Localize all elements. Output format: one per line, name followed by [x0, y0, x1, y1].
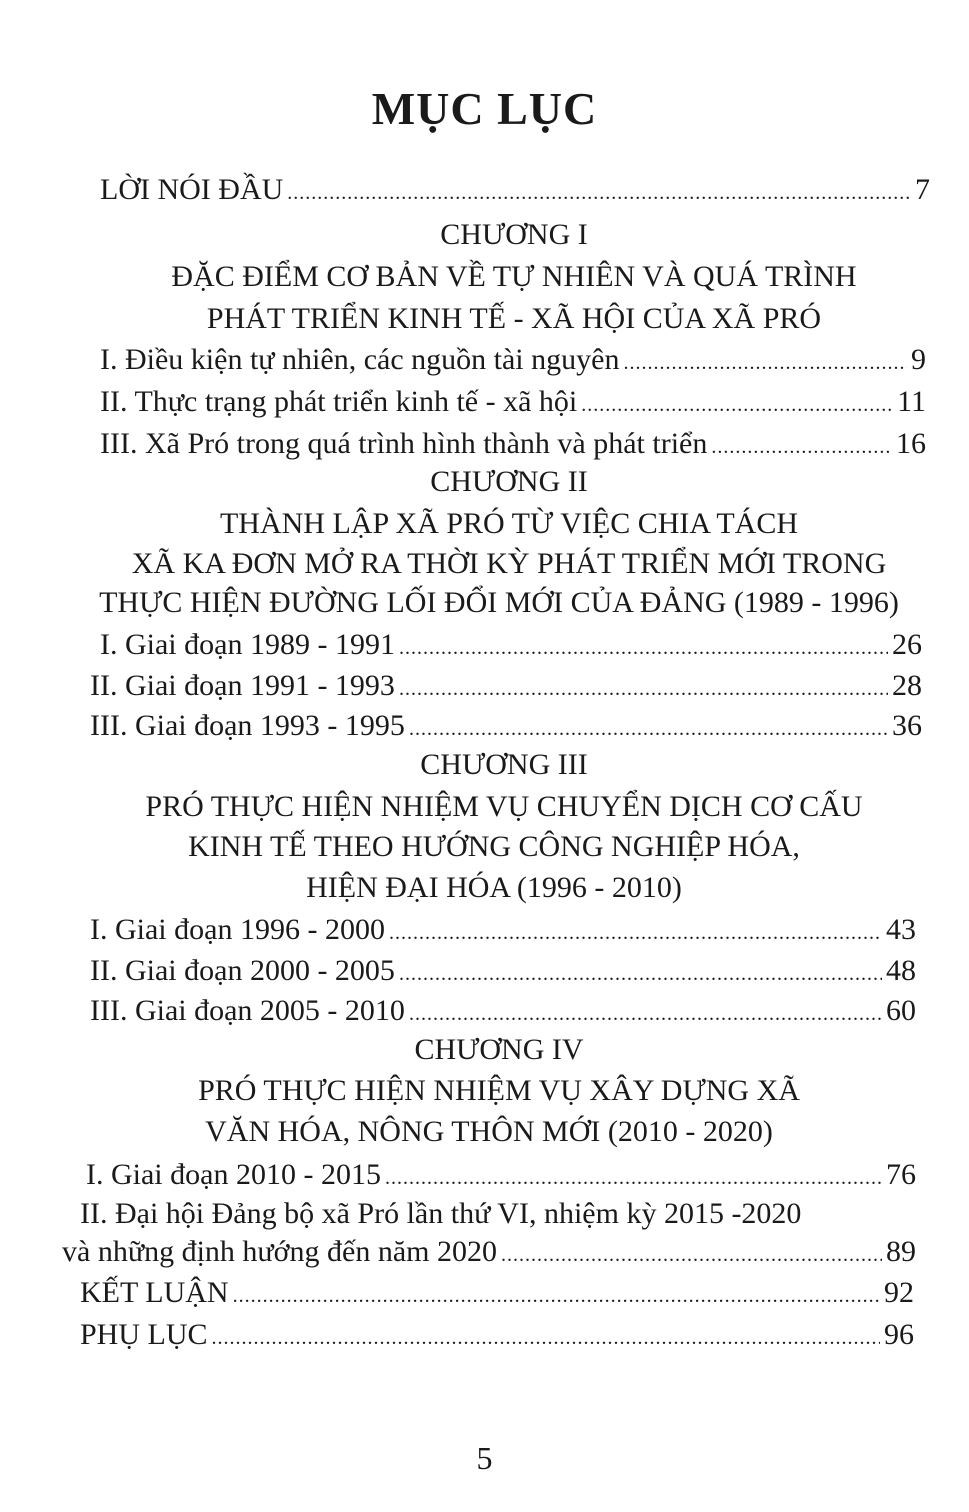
toc-entry-page: 28	[892, 669, 922, 702]
dot-leader	[711, 429, 892, 465]
toc-entry-label: II. Thực trạng phát triển kinh tế - xã hội	[100, 385, 578, 418]
toc-entry-page: 7	[915, 173, 930, 206]
dot-leader	[623, 345, 907, 381]
chapter-2-heading: CHƯƠNG II	[430, 465, 588, 498]
chapter-1-title-line-1: ĐẶC ĐIỂM CƠ BẢN VỀ TỰ NHIÊN VÀ QUÁ TRÌNH	[171, 260, 857, 293]
toc-entry-page: 26	[892, 628, 922, 661]
dot-leader	[409, 711, 888, 747]
chapter-2-title-line-2: XÃ KA ĐƠN MỞ RA THỜI KỲ PHÁT TRIỂN MỚI TRONG	[131, 547, 887, 580]
dot-leader	[581, 387, 893, 423]
toc-entry-label: III. Xã Pró trong quá trình hình thành và phát triển	[100, 427, 708, 460]
chapter-3-title-line-2: KINH TẾ THEO HƯỚNG CÔNG NGHIỆP HÓA,	[188, 830, 800, 863]
toc-entry-page: 11	[897, 385, 926, 418]
toc-entry-page: 76	[886, 1158, 916, 1191]
toc-entry-page: 92	[884, 1276, 914, 1309]
toc-entry-ch1-3[interactable]	[100, 426, 926, 465]
toc-entry-page: 89	[886, 1235, 916, 1268]
dot-leader	[501, 1237, 882, 1273]
toc-entry-page: 60	[886, 994, 916, 1027]
toc-entry-appendix[interactable]	[80, 1317, 914, 1356]
toc-entry-ch1-1[interactable]	[100, 342, 926, 381]
toc-entry-ch3-1[interactable]	[90, 912, 916, 951]
chapter-3-title-line-3: HIỆN ĐẠI HÓA (1996 - 2010)	[306, 871, 682, 904]
chapter-4-title-line-2: VĂN HÓA, NÔNG THÔN MỚI (2010 - 2020)	[205, 1115, 773, 1148]
chapter-2-title-line-1: THÀNH LẬP XÃ PRÓ TỪ VIỆC CHIA TÁCH	[219, 507, 799, 540]
toc-entry-label: PHỤ LỤC	[80, 1318, 208, 1351]
toc-entry-ch4-2-line-1[interactable]: II. Đại hội Đảng bộ xã Pró lần thứ VI, nhiệm kỳ 2015 -2020	[80, 1197, 802, 1230]
toc-entry-label: III. Giai đoạn 1993 - 1995	[90, 709, 405, 742]
toc-entry-label: KẾT LUẬN	[80, 1276, 229, 1309]
dot-leader	[233, 1278, 880, 1314]
chapter-4-title-line-1: PRÓ THỰC HIỆN NHIỆM VỤ XÂY DỰNG XÃ	[198, 1074, 800, 1107]
toc-entry-label: I. Điều kiện tự nhiên, các nguồn tài nguyên	[100, 343, 620, 376]
dot-leader	[399, 671, 888, 707]
toc-entry-label: I. Giai đoạn 1996 - 2000	[90, 913, 385, 946]
chapter-1-heading: CHƯƠNG I	[440, 218, 588, 251]
toc-entry-preface[interactable]	[100, 172, 930, 211]
toc-entry-label: LỜI NÓI ĐẦU	[100, 173, 284, 206]
chapter-1-title-line-2: PHÁT TRIỂN KINH TẾ - XÃ HỘI CỦA XÃ PRÓ	[206, 302, 822, 335]
chapter-4-heading: CHƯƠNG IV	[414, 1033, 584, 1066]
dot-leader	[385, 1160, 882, 1196]
toc-entry-label: III. Giai đoạn 2005 - 2010	[90, 994, 405, 1027]
toc-entry-page: 9	[911, 343, 926, 376]
toc-entry-ch2-2[interactable]	[90, 668, 922, 707]
dot-leader	[212, 1320, 880, 1356]
toc-entry-page: 16	[896, 427, 926, 460]
toc-entry-label: II. Giai đoạn 2000 - 2005	[90, 954, 395, 987]
dot-leader	[409, 996, 882, 1032]
toc-entry-page: 43	[886, 913, 916, 946]
toc-entry-ch4-2[interactable]	[62, 1234, 916, 1273]
page-title: MỤC LỤC	[371, 83, 598, 134]
toc-entry-label: I. Giai đoạn 2010 - 2015	[86, 1158, 381, 1191]
toc-entry-ch1-2[interactable]	[100, 384, 926, 423]
chapter-2-title-line-3: THỰC HIỆN ĐƯỜNG LỐI ĐỔI MỚI CỦA ĐẢNG (1989 - 1996)	[99, 586, 899, 619]
toc-entry-label: và những định hướng đến năm 2020	[62, 1235, 497, 1268]
toc-entry-ch4-1[interactable]	[86, 1157, 916, 1196]
toc-entry-ch2-1[interactable]	[100, 627, 922, 666]
toc-entry-ch3-3[interactable]	[90, 993, 916, 1032]
toc-entry-page: 48	[886, 954, 916, 987]
toc-entry-ch3-2[interactable]	[90, 953, 916, 992]
toc-entry-page: 96	[884, 1318, 914, 1351]
toc-entry-ch2-3[interactable]	[90, 708, 922, 747]
dot-leader	[399, 956, 882, 992]
dot-leader	[399, 630, 888, 666]
dot-leader	[389, 915, 882, 951]
toc-entry-label: II. Giai đoạn 1991 - 1993	[90, 669, 395, 702]
dot-leader	[287, 175, 911, 211]
chapter-3-title-line-1: PRÓ THỰC HIỆN NHIỆM VỤ CHUYỂN DỊCH CƠ CẤU	[145, 790, 863, 823]
toc-entry-conclusion[interactable]	[80, 1275, 914, 1314]
toc-entry-page: 36	[892, 709, 922, 742]
chapter-3-heading: CHƯƠNG III	[420, 748, 588, 781]
toc-entry-label: I. Giai đoạn 1989 - 1991	[100, 628, 395, 661]
page-number: 5	[476, 1440, 493, 1476]
